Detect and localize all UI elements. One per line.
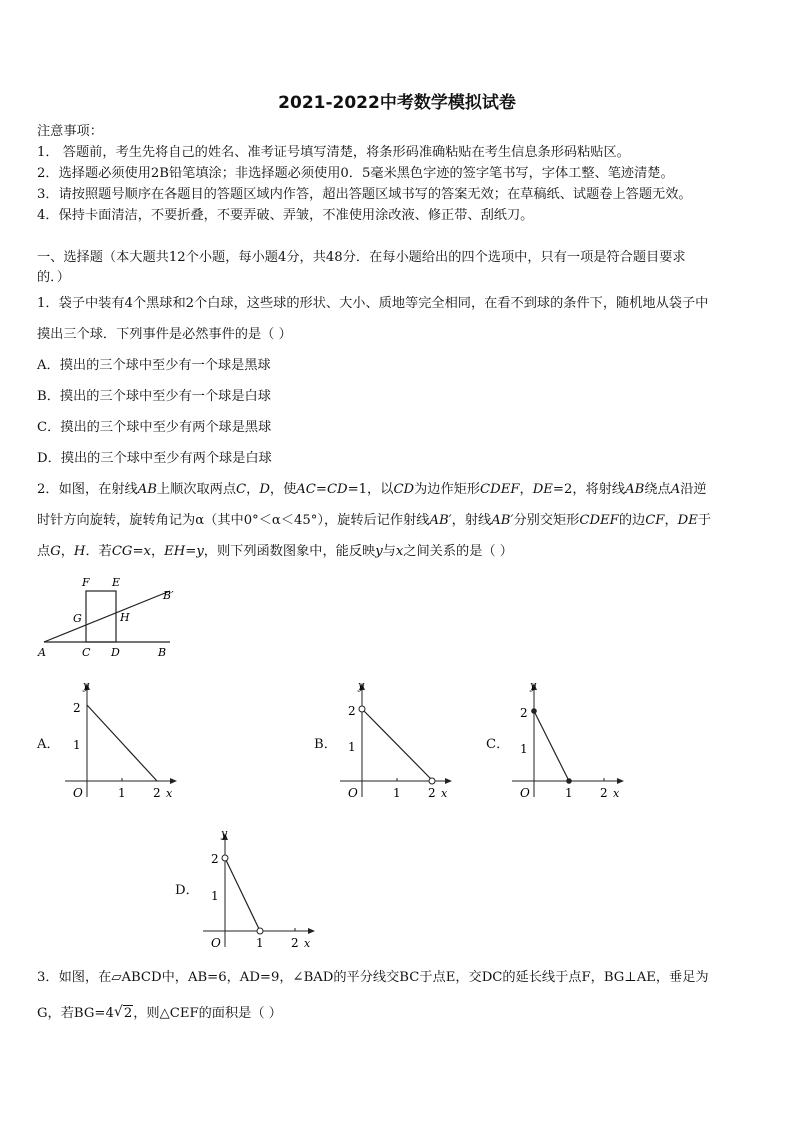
y-label: y [221,827,228,840]
x-tick-1: 1 [393,786,401,800]
y-label: y [530,679,537,692]
q2-geometry-figure [30,572,190,662]
q2-stem-line3: 点G，H．若CG=x，EH=y，则下列函数图象中，能反映y与x之间关系的是（ ） [37,544,513,559]
q1-option-b: B．摸出的三个球中至少有一个球是白球 [37,389,271,404]
open-endpoint-y [359,706,365,712]
x-label: x [613,787,620,800]
y-tick-1: 1 [211,889,219,903]
x-tick-2: 2 [291,936,299,950]
x-tick-2: 2 [600,786,608,800]
notice-header: 注意事项： [37,124,103,139]
section-heading-line2: 的．） [37,270,70,285]
graph-line [362,709,431,779]
y-tick-2: 2 [520,706,528,720]
x-axis-arrow [617,778,624,784]
graph-line [87,705,157,781]
y-tick-2: 2 [348,704,356,718]
y-tick-2: 2 [73,701,81,715]
y-label: y [83,679,90,692]
x-axis-arrow [445,778,452,784]
x-tick-1: 1 [256,936,264,950]
open-endpoint-y [222,855,228,861]
label-d: D [111,646,120,659]
sqrt-coefficient: 4 [105,1006,114,1021]
q2-graph-d [198,823,323,953]
page-title: 2021-2022中考数学模拟试卷 [278,93,516,113]
label-g: G [73,612,82,625]
origin-label: O [211,936,221,950]
label-b: B [158,646,167,659]
q1-option-d: D．摸出的三个球中至少有两个球是白球 [37,451,272,466]
label-f: F [82,576,90,589]
q2-graph-c [507,675,632,805]
x-tick-2: 2 [153,786,161,800]
label-e: E [112,576,121,589]
q2-stem-line1: 2．如图，在射线AB上顺次取两点C，D，使AC=CD=1，以CD为边作矩形CDEF，DE=2，将射线AB绕点A沿逆 [37,482,707,497]
graph-line [534,711,569,781]
label-a: A [38,646,46,659]
x-axis-arrow [170,778,177,784]
y-tick-1: 1 [73,738,81,752]
q2-option-a-label: A． [37,737,60,752]
origin-label: O [73,786,83,800]
q2-stem-line2: 时针方向旋转，旋转角记为α（其中0°＜α＜45°），旋转后记作射线AB′，射线AB′分别交矩形CDEF的边CF，DE于 [37,513,712,528]
open-endpoint-x [257,928,263,934]
open-endpoint-x [429,778,435,784]
origin-label: O [520,786,530,800]
origin-label: O [348,786,358,800]
x-label: x [304,937,311,950]
q2-graph-a [60,675,185,805]
y-tick-1: 1 [348,740,356,754]
notice-item-2: 2．选择题必须使用2B铅笔填涂；非选择题必须使用0．5毫米黑色字迹的签字笔书写，字体工整、笔迹清楚。 [37,166,674,181]
rectangle-cdef [86,591,116,642]
ray-ab-prime [44,591,170,642]
q2-graph-b [335,675,460,805]
x-label: x [441,787,448,800]
label-c: C [82,646,91,659]
label-h: H [120,611,130,624]
closed-endpoint-y [531,708,537,714]
notice-item-3: 3．请按照题号顺序在各题目的答题区域内作答，超出答题区域书写的答案无效；在草稿纸、试题卷上答题无效。 [37,187,692,202]
y-label: y [358,679,365,692]
q1-stem-line2: 摸出三个球．下列事件是必然事件的是（ ） [37,327,292,342]
q1-option-a: A．摸出的三个球中至少有一个球是黑球 [37,358,271,373]
y-tick-2: 2 [211,852,219,866]
y-tick-1: 1 [520,742,528,756]
q1-stem-line1: 1．袋子中装有4个黑球和2个白球，这些球的形状、大小、质地等完全相同，在看不到球的条件下，随机地从袋子中 [37,296,709,311]
sqrt-radical: √ 2 [113,1004,133,1021]
notice-item-1: 1． 答题前，考生先将自己的姓名、准考证号填写清楚，将条形码准确粘贴在考生信息条形码粘贴区。 [37,145,630,160]
x-label: x [166,787,173,800]
section-heading-line1: 一、选择题（本大题共12个小题，每小题4分，共48分．在每小题给出的四个选项中，只有一项是符合题目要求 [37,250,686,265]
q2-option-b-label: B． [314,737,337,752]
closed-endpoint-x [566,778,572,784]
q3-stem-line1: 3．如图，在▱ABCD中，AB=6，AD=9，∠BAD的平分线交BC于点E，交DC的延长线于点F，BG⊥AE，垂足为 [37,970,709,985]
q1-option-c: C．摸出的三个球中至少有两个球是黑球 [37,420,272,435]
x-tick-2: 2 [428,786,436,800]
q2-option-c-label: C． [486,737,510,752]
x-tick-1: 1 [118,786,126,800]
graph-line [225,858,260,931]
q2-option-d-label: D． [175,883,199,898]
x-tick-1: 1 [565,786,573,800]
x-axis-arrow [308,928,315,934]
label-b-prime: B′ [163,589,174,602]
q3-stem-line2: G，若BG=4 √ 2，则△CEF的面积是（ ） [37,1004,282,1021]
notice-item-4: 4．保持卡面清洁，不要折叠，不要弄破、弄皱，不准使用涂改液、修正带、刮纸刀。 [37,208,534,223]
